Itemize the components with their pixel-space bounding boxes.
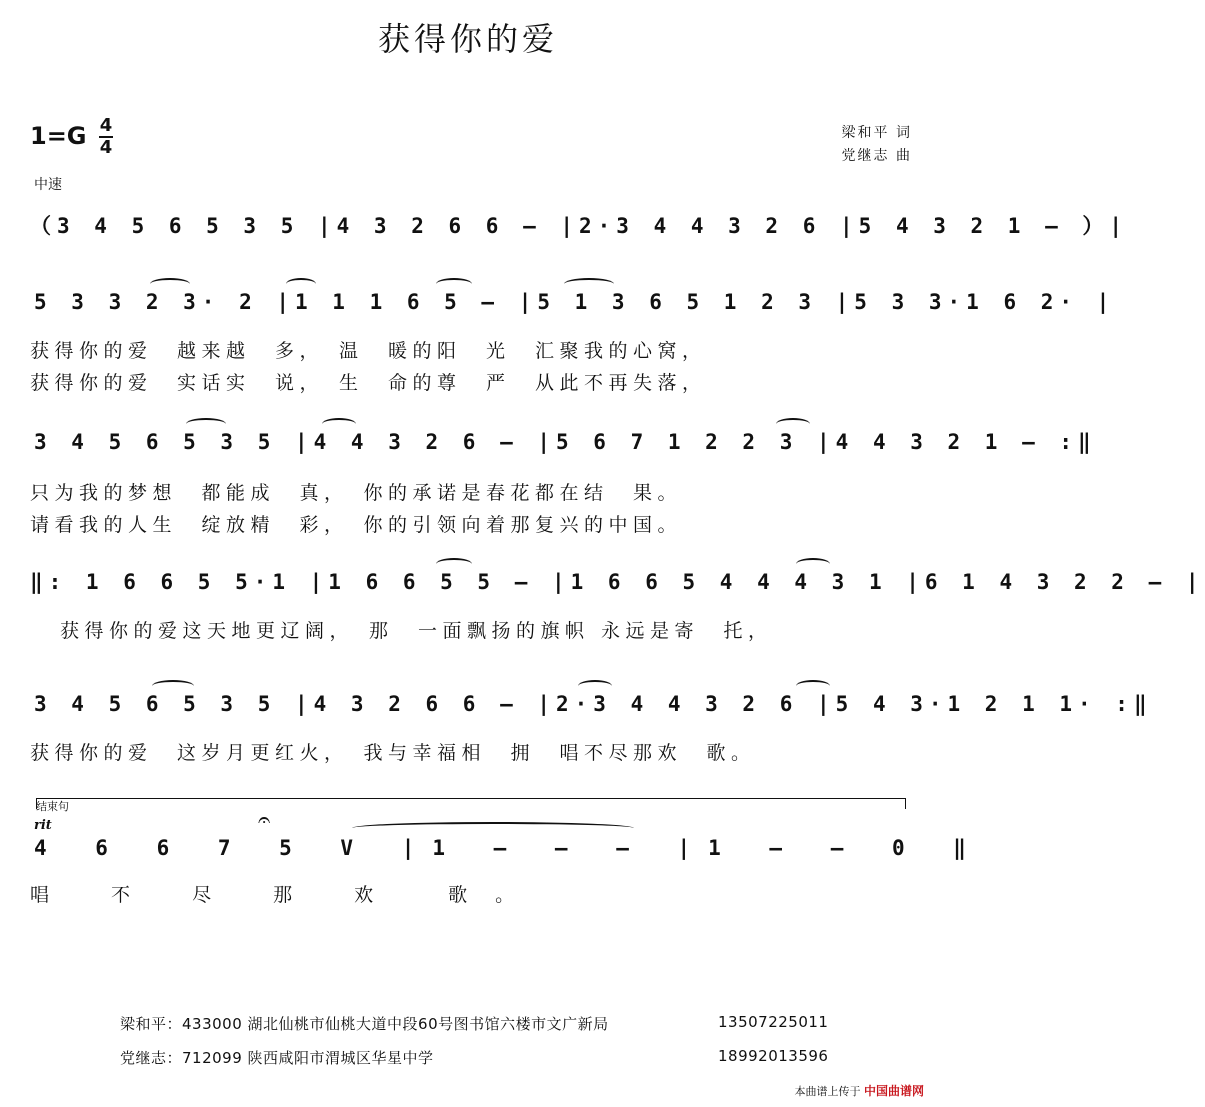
lyric-row-4: 获得你的爱这天地更辽阔， 那 一面飘扬的旗帜 永远是寄 托， — [60, 620, 773, 642]
composer-credit: 党继志 曲 — [841, 148, 912, 164]
tempo-marking: 中速 — [34, 177, 62, 193]
ritardando-mark: rit — [34, 818, 52, 833]
upload-credit-text: 本曲谱上传于 — [794, 1085, 861, 1098]
key-signature: 1=G — [30, 122, 87, 150]
tie-mark — [186, 418, 226, 430]
lyricist-credit: 梁和平 词 — [841, 125, 912, 141]
lyric-row-3-verse-1: 只为我的梦想 都能成 真， 你的承诺是春花都在结 果。 — [30, 482, 683, 504]
contact-composer: 党继志：712099 陕西咸阳市渭城区华星中学 — [120, 1049, 434, 1067]
upload-credit — [794, 1082, 924, 1099]
tie-mark — [578, 680, 612, 692]
tie-mark — [152, 680, 194, 692]
tie-mark — [796, 680, 830, 692]
coda-lyrics: 唱 不 尽 那 欢 歌。 — [30, 884, 543, 906]
contact-lyricist: 梁和平：433000 湖北仙桃市仙桃大道中段60号图书馆六楼市文广新局 — [120, 1015, 609, 1033]
tie-mark — [286, 278, 316, 290]
time-signature — [98, 116, 114, 158]
notation-row-3: 3 4 5 6 5 3 5 |4 4 3 2 6 – |5 6 7 1 2 2 3 |4 4 3 2 1 – :‖ — [34, 430, 1097, 454]
coda-label: 结束句 — [36, 800, 69, 813]
tie-mark — [150, 278, 190, 290]
notation-row-4: ‖: 1 6 6 5 5·1 |1 6 6 5 5 – |1 6 6 5 4 4 4 3 1 |6 1 4 3 2 2 – | — [30, 570, 1205, 594]
tie-mark — [352, 822, 634, 834]
meter-top: 4 — [99, 115, 113, 136]
lyric-row-2-verse-1: 获得你的爱 越来越 多， 温 暖的阳 光 汇聚我的心窝， — [30, 340, 707, 362]
tie-mark — [564, 278, 614, 290]
contact-lyricist-phone: 13507225011 — [718, 1013, 829, 1031]
site-logo[interactable]: 中国曲谱网 — [863, 1084, 924, 1098]
notation-row-1: （3 4 5 6 5 3 5 |4 3 2 6 6 – |2·3 4 4 3 2 6 |5 4 3 2 1 – ）| — [30, 214, 1129, 238]
tie-mark — [436, 278, 472, 290]
notation-row-5: 3 4 5 6 5 3 5 |4 3 2 6 6 – |2·3 4 4 3 2 6 |5 4 3·1 2 1 1· :‖ — [34, 692, 1153, 716]
coda-notation: 4 6 6 7 5 V |1 – – – |1 – – 0 ‖ — [34, 836, 984, 860]
tie-mark — [436, 558, 472, 570]
meter-bottom: 4 — [99, 137, 113, 158]
song-title: 获得你的爱 — [377, 20, 558, 58]
contact-composer-phone: 18992013596 — [718, 1047, 829, 1065]
lyric-row-2-verse-2: 获得你的爱 实话实 说， 生 命的尊 严 从此不再失落， — [30, 372, 707, 394]
coda-bracket — [36, 798, 906, 809]
lyric-row-5: 获得你的爱 这岁月更红火， 我与幸福相 拥 唱不尽那欢 歌。 — [30, 742, 756, 764]
tie-mark — [796, 558, 830, 570]
notation-row-2: 5 3 3 2 3· 2 |1 1 1 6 5 – |5 1 3 6 5 1 2 3 |5 3 3·1 6 2· | — [34, 290, 1116, 314]
tie-mark — [776, 418, 810, 430]
fermata-icon: 𝄐 — [258, 808, 271, 833]
tie-mark — [322, 418, 356, 430]
lyric-row-3-verse-2: 请看我的人生 绽放精 彩， 你的引领向着那复兴的中国。 — [30, 514, 683, 536]
